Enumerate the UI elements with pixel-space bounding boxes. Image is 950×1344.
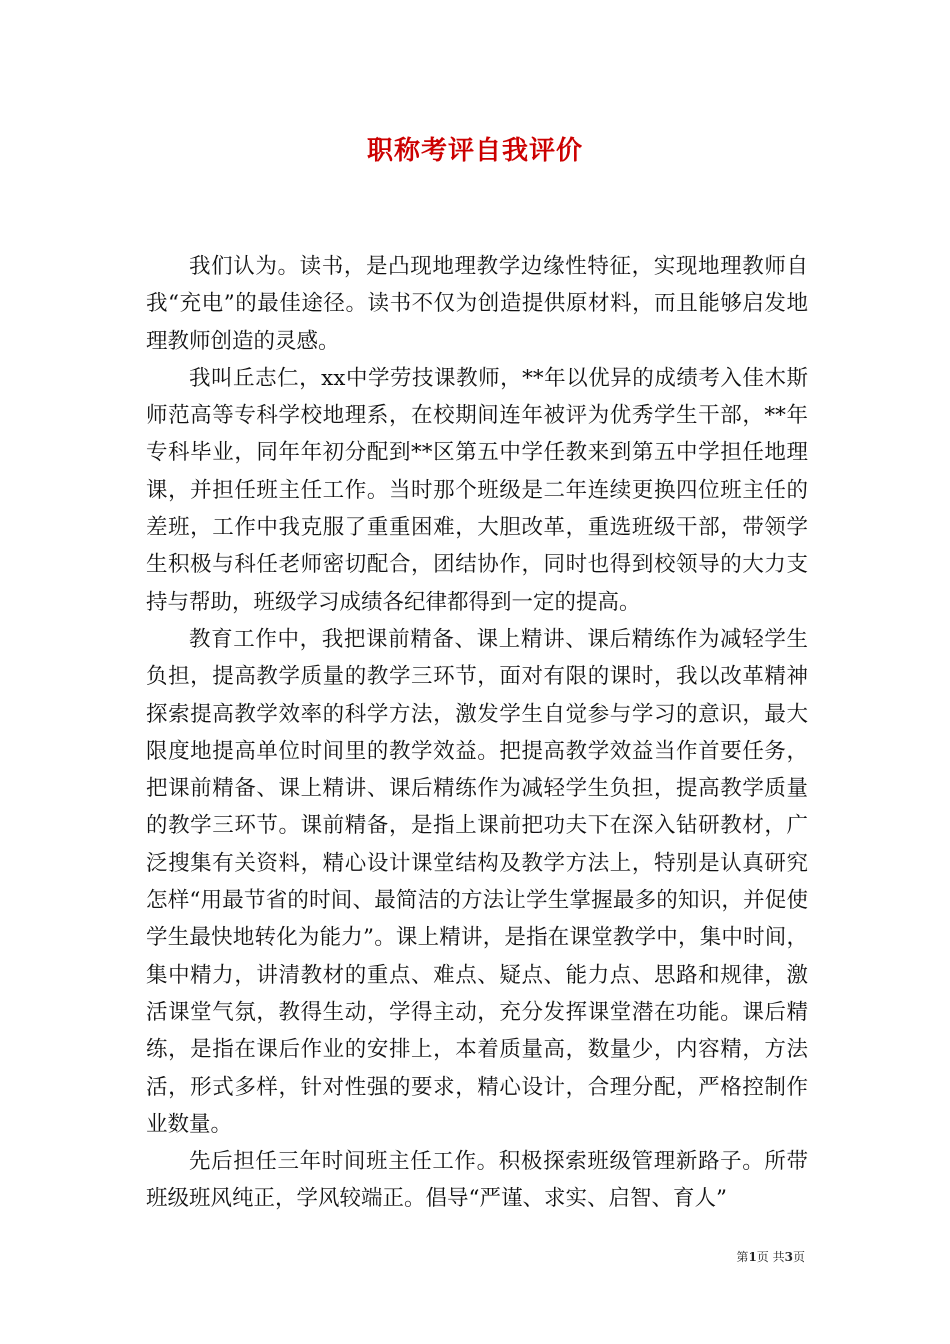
footer-current-page: 1 (748, 1250, 757, 1264)
paragraph-3: 教育工作中，我把课前精备、课上精讲、课后精练作为减轻学生负担，提高教学质量的教学三环节，面对有限的课时，我以改革精神探索提高教学效率的科学方法，激发学生自觉参与学习的意识，最大限度地提高单位时间里的教学效益。把提高教学效益当作首要任务，把课前精备、课上精讲、课后精练作为减轻学生负担，提高教学质量的教学三环节。课前精备，是指上课前把功夫下在深入钻研教材，广泛搜集有关资料，精心设计课堂结构及教学方法上，特别是认真研究怎样“用最节省的时间、最简洁的方法让学生掌握最多的知识，并促使学生最快地转化为能力”。课上精讲，是指在课堂教学中，集中时间，集中精力，讲清教材的重点、难点、疑点、能力点、思路和规律，激活课堂气氛，教得生动，学得主动，充分发挥课堂潜在功能。课后精练，是指在课后作业的安排上，本着质量高，数量少，内容精，方法活，形式多样，针对性强的要求，精心设计，合理分配，严格控制作业数量。 (146, 626, 808, 1137)
footer-total-pages: 3 (784, 1250, 793, 1264)
paragraph-1: 我们认为。读书，是凸现地理教学边缘性特征，实现地理教师自我“充电”的最佳途径。读书不仅为创造提供原材料，而且能够启发地理教师创造的灵感。 (146, 254, 808, 354)
footer-suffix: 页 (792, 1250, 805, 1264)
document-body (146, 248, 808, 1218)
paragraph-2: 我叫丘志仁，xx中学劳技课教师，**年以优异的成绩考入佳木斯师范高等专科学校地理系，在校期间连年被评为优秀学生干部，**年专科毕业，同年年初分配到**区第五中学任教来到第五中学担任地理课，并担任班主任工作。当时那个班级是二年连续更换四位班主任的差班，工作中我克服了重重困难，大胆改革，重选班级干部，带领学生积极与科任老师密切配合，团结协作，同时也得到校领导的大力支持与帮助，班级学习成绩各纪律都得到一定的提高。 (146, 365, 808, 615)
document-title: 职称考评自我评价 (366, 136, 583, 166)
footer-middle: 页 共 (756, 1250, 785, 1264)
paragraph-4: 先后担任三年时间班主任工作。积极探索班级管理新路子。所带班级班风纯正，学风较端正。倡导“严谨、求实、启智、育人” (146, 1149, 808, 1212)
footer-prefix: 第 (736, 1250, 749, 1264)
page-footer (736, 1249, 805, 1265)
